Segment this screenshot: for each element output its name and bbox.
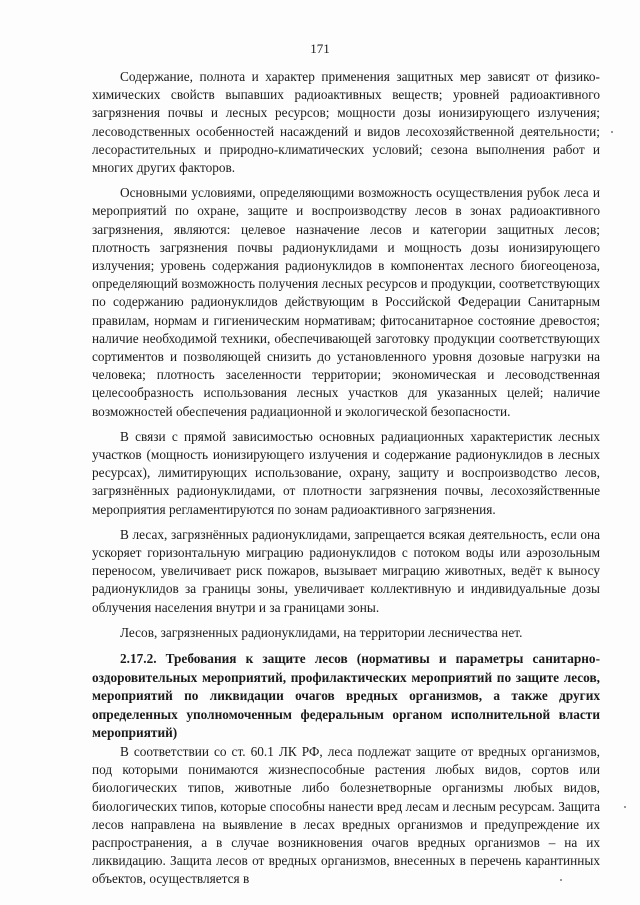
document-body [92,68,600,889]
scan-speck [624,806,626,808]
scan-speck [560,879,562,881]
paragraph-main-conditions: Основными условиями, определяющими возможность осуществления рубок леса и мероприятий по охране, защите и воспроизводству лесов в зонах радиоактивного загрязнения, являются: целевое назначение лесов и категории защитных лесов; плотность загрязнения почвы радионуклидами и мощность дозы ионизирующего излучения; уровень содержания радионуклидов в компонентах лесного биогеоценоза, определяющий возможность получения лесных ресурсов и продукции, соответствующих по содержанию радионуклидов действующим в Российской Федерации Санитарным правилам, нормам и гигиеническим нормативам; фитосанитарное состояние древостоя; наличие необходимой техники, обеспечивающей заготовку продукции соответствующих сортиментов и позволяющей снизить до установленного уровня дозовые нагрузки на человека; плотность заселенности территории; экономическая и лесоводственная целесообразность использования лесных участков для указанных целей; наличие возможностей обеспечения радиационной и экологической безопасности. [92,185,600,419]
scan-speck [611,131,613,133]
paragraph-protective-measures: Содержание, полнота и характер применения защитных мер зависят от физико-химических свойств выпавших радиоактивных веществ; уровней радиоактивного загрязнения почвы и лесных ресурсов; мощности дозы ионизирующего излучения; лесоводственных особенностей насаждений и видов лесохозяйственной деятельности; лесорастительных и природно-климатических условий; сезона выполнения работ и многих других факторов. [92,69,600,176]
section-body-paragraph: В соответствии со ст. 60.1 ЛК РФ, леса подлежат защите от вредных организмов, под которыми понимаются жизнеспособные растения любых видов, сортов или биологических типов, животные либо болезнетворные организмы любых видов, биологических типов, которые способны нанести вред лесам и лесным ресурсам. Защита лесов направлена на выявление в лесах вредных организмов и предупреждение их распространения, а в случае возникновения очагов вредных организмов – на их ликвидацию. Защита лесов от вредных организмов, внесенных в перечень карантинных объектов, осуществляется в [92,744,600,887]
paragraph-prohibited-activity: В лесах, загрязнённых радионуклидами, запрещается всякая деятельность, если она ускоряет горизонтальную миграцию радионуклидов с потоком воды или аэрозольным переносом, увеличивает риск пожаров, вызывает миграцию животных, ведёт к выносу радионуклидов за границы зоны, увеличивает коллективную и индивидуальные дозы облучения населения внутри и за границами зоны. [92,526,600,615]
paragraph-no-contaminated-forests: Лесов, загрязненных радионуклидами, на территории лесничества нет. [120,624,523,640]
paragraph-radiation-zones: В связи с прямой зависимостью основных радиационных характеристик лесных участков (мощность ионизирующего излучения и содержание радионуклидов в лесных ресурсах), лимитирующих использование, охрану, защиту и воспроизводство лесов, загрязнённых радионуклидами, от плотности загрязнения почвы, лесохозяйственные мероприятия регламентируются по зонам радиоактивного загрязнения. [92,428,600,517]
section-heading: 2.17.2. Требования к защите лесов (нормативы и параметры санитарно-оздоровительных мероприятий, профилактических мероприятий по защите лесов, мероприятий по ликвидации очагов вредных организмов, а также других определенных уполномоченным федеральным органом исполнительной власти мероприятий) [92,651,600,741]
page-number: 171 [310,41,330,56]
